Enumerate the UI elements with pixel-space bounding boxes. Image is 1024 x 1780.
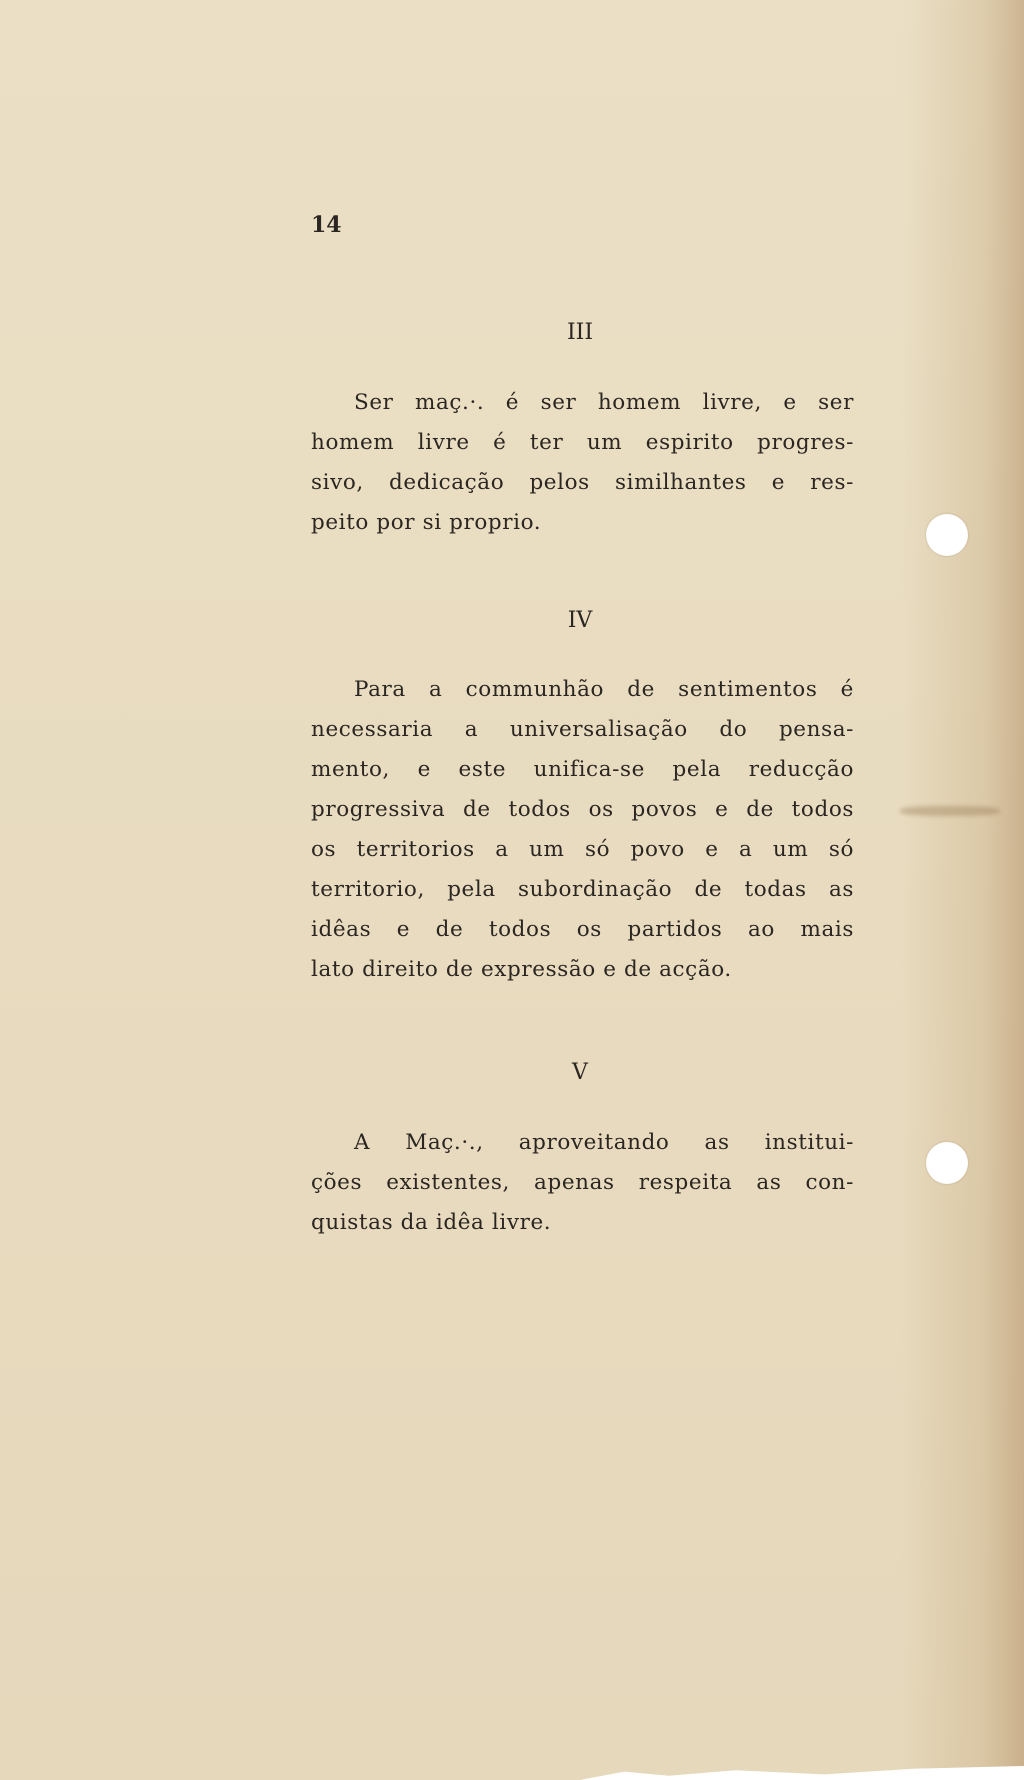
text-line: progressiva de todos os povos e de todos bbox=[311, 797, 854, 822]
text-line: quistas da idêa livre. bbox=[311, 1210, 552, 1235]
text-line: necessaria a universalisação do pensa- bbox=[311, 717, 854, 742]
punch-hole-upper bbox=[926, 514, 968, 556]
page-number: 14 bbox=[311, 212, 342, 238]
section-heading-iv: IV bbox=[567, 608, 593, 633]
text-line: os territorios a um só povo e a um só bbox=[311, 837, 854, 862]
text-line: sivo, dedicação pelos similhantes e res- bbox=[311, 470, 854, 495]
text-line: homem livre é ter um espirito progres- bbox=[311, 430, 854, 455]
water-stain bbox=[900, 806, 1000, 816]
punch-hole-lower bbox=[926, 1142, 968, 1184]
section-heading-iii: III bbox=[566, 320, 594, 345]
text-line: peito por si proprio. bbox=[311, 510, 542, 535]
text-line: idêas e de todos os partidos ao mais bbox=[311, 917, 854, 942]
paragraph-iv bbox=[311, 670, 854, 990]
torn-edge bbox=[580, 1766, 1024, 1780]
text-line: ções existentes, apenas respeita as con- bbox=[311, 1170, 854, 1195]
text-line: Ser maç.·. é ser homem livre, e ser bbox=[354, 390, 854, 415]
section-heading-v: V bbox=[572, 1060, 588, 1085]
text-line: Para a communhão de sentimentos é bbox=[354, 677, 854, 702]
text-line: A Maç.·., aproveitando as institui- bbox=[354, 1130, 854, 1155]
paragraph-v bbox=[311, 1123, 854, 1243]
text-line: territorio, pela subordinação de todas as bbox=[311, 877, 854, 902]
paragraph-iii bbox=[311, 383, 854, 543]
text-line: mento, e este unifica-se pela reducção bbox=[311, 757, 854, 782]
text-line: lato direito de expressão e de acção. bbox=[311, 957, 732, 982]
